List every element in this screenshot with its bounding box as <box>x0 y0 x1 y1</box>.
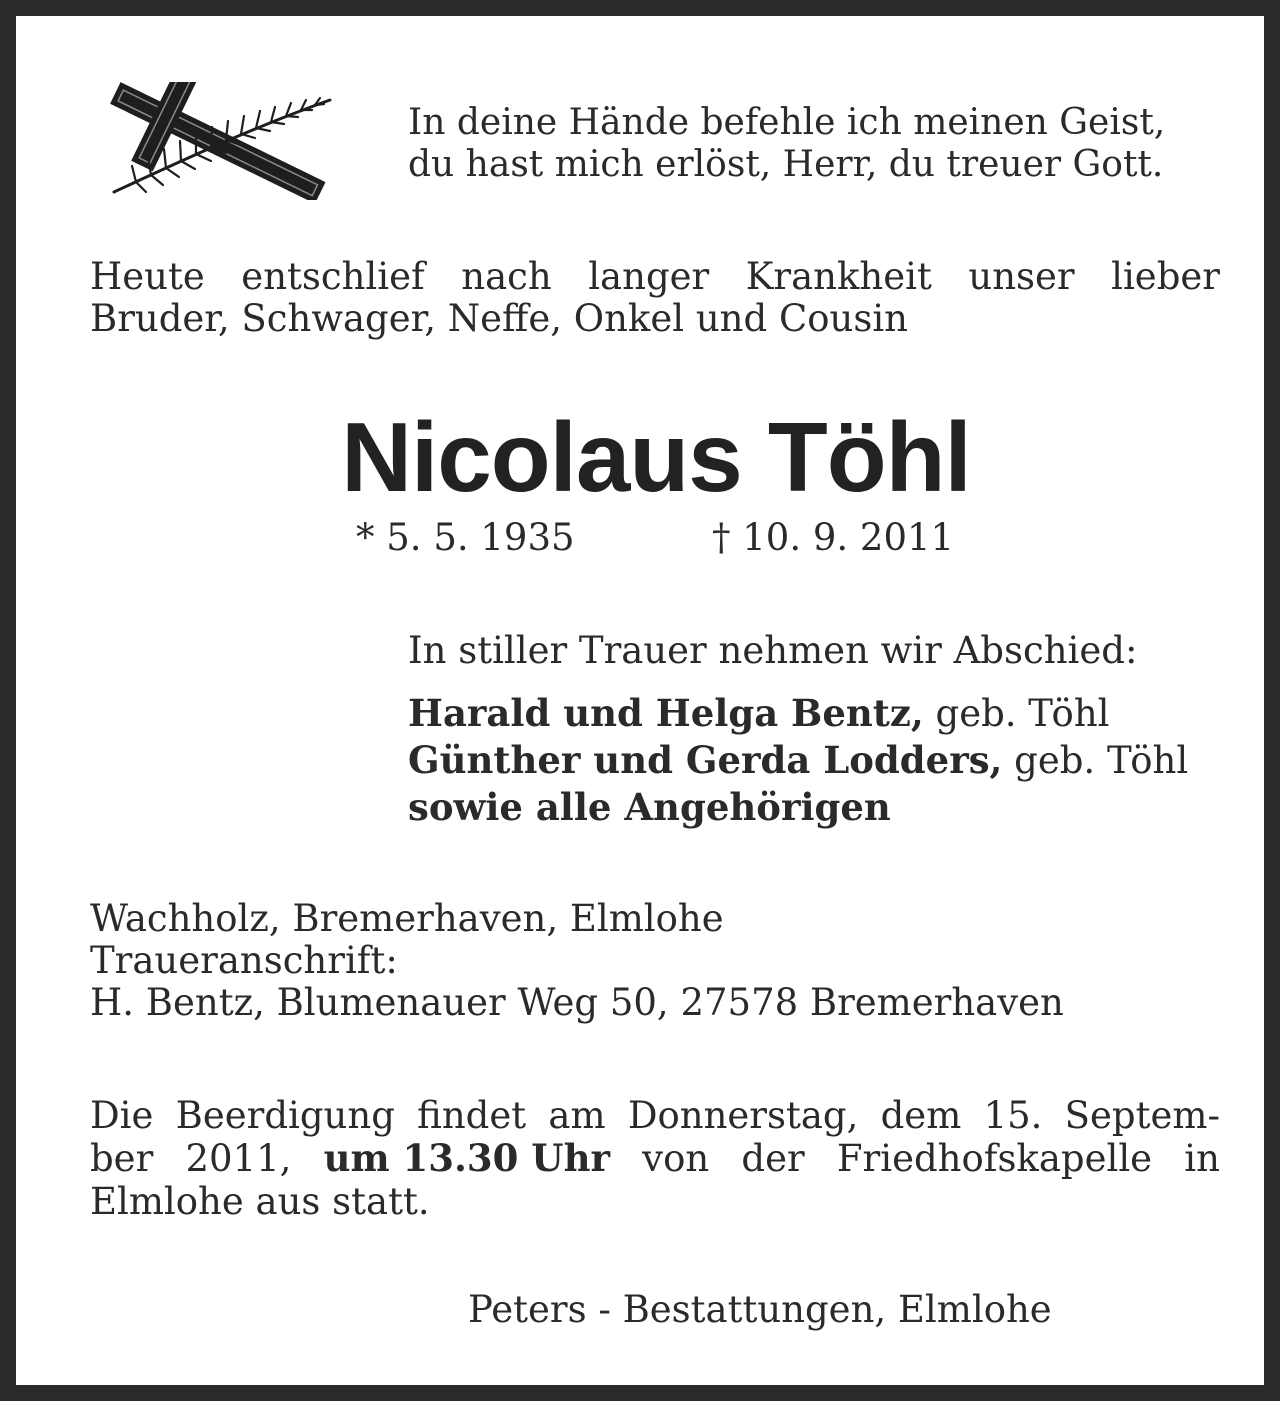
funeral-word: Die <box>90 1094 154 1137</box>
funeral-word: Donnerstag, <box>627 1094 859 1137</box>
funeral-line-1 <box>90 1094 1220 1137</box>
mourner-name: sowie alle Angehörigen <box>408 785 891 829</box>
mourner-note: geb. Töhl <box>923 692 1110 735</box>
funeral-word: Beerdigung <box>175 1094 395 1137</box>
intro-word: nach <box>461 255 552 298</box>
funeral-word: Septem- <box>1064 1094 1220 1137</box>
verse-line-2: du hast mich erlöst, Herr, du treuer Gott. <box>408 144 1164 185</box>
intro-word: unser <box>968 255 1075 298</box>
places: Wachholz, Bremerhaven, Elmlohe <box>90 897 724 940</box>
verse-line-1: In deine Hände befehle ich meinen Geist, <box>408 102 1166 143</box>
intro-text <box>90 256 1220 340</box>
funeral-line-2 <box>90 1137 1220 1180</box>
address-label: Traueranschrift: <box>90 939 398 982</box>
birth-date: * 5. 5. 1935 <box>356 516 575 559</box>
undertaker: Peters - Bestattungen, Elmlohe <box>468 1288 1052 1331</box>
funeral-word: dem <box>880 1094 962 1137</box>
funeral-word: 15. <box>983 1094 1043 1137</box>
mourner-name: Günther und Gerda Lodders, <box>408 738 1003 782</box>
bible-verse <box>408 102 1228 186</box>
deceased-name: Nicolaus Töhl <box>341 402 971 512</box>
intro-word: Heute <box>90 255 205 298</box>
mourning-address <box>90 898 1064 1024</box>
funeral-word: von <box>642 1137 710 1180</box>
death-date: † 10. 9. 2011 <box>712 516 955 559</box>
intro-word: entschlief <box>241 255 425 298</box>
funeral-word: in <box>1184 1137 1220 1180</box>
funeral-word: Friedhofskapelle <box>836 1137 1153 1180</box>
mourner-name: Harald und Helga Bentz, <box>408 691 924 735</box>
mourners-list <box>408 690 1188 831</box>
funeral-word: am <box>548 1094 606 1137</box>
mourner-entry <box>408 737 1188 784</box>
mourner-entry <box>408 690 1188 737</box>
mourner-note: geb. Töhl <box>1002 739 1189 782</box>
intro-line-2: Bruder, Schwager, Neffe, Onkel und Cousin <box>90 297 909 340</box>
intro-word: langer <box>588 255 710 298</box>
funeral-word: findet <box>417 1094 527 1137</box>
mourners-heading: In stiller Trauer nehmen wir Abschied: <box>408 629 1138 672</box>
mourner-entry <box>408 784 1188 831</box>
funeral-info <box>90 1094 1220 1223</box>
cross-with-palm-branch-icon <box>96 82 336 200</box>
funeral-word: der <box>741 1137 805 1180</box>
intro-word: lieber <box>1111 255 1220 298</box>
intro-line-1 <box>90 256 1220 298</box>
intro-word: Krankheit <box>745 255 932 298</box>
street-address: H. Bentz, Blumenauer Weg 50, 27578 Bremerhaven <box>90 981 1064 1024</box>
funeral-word: ber <box>90 1137 154 1180</box>
funeral-time: um 13.30 Uhr <box>323 1136 610 1180</box>
funeral-line-3: Elmlohe aus statt. <box>90 1180 430 1223</box>
funeral-word: 2011, <box>185 1137 292 1180</box>
